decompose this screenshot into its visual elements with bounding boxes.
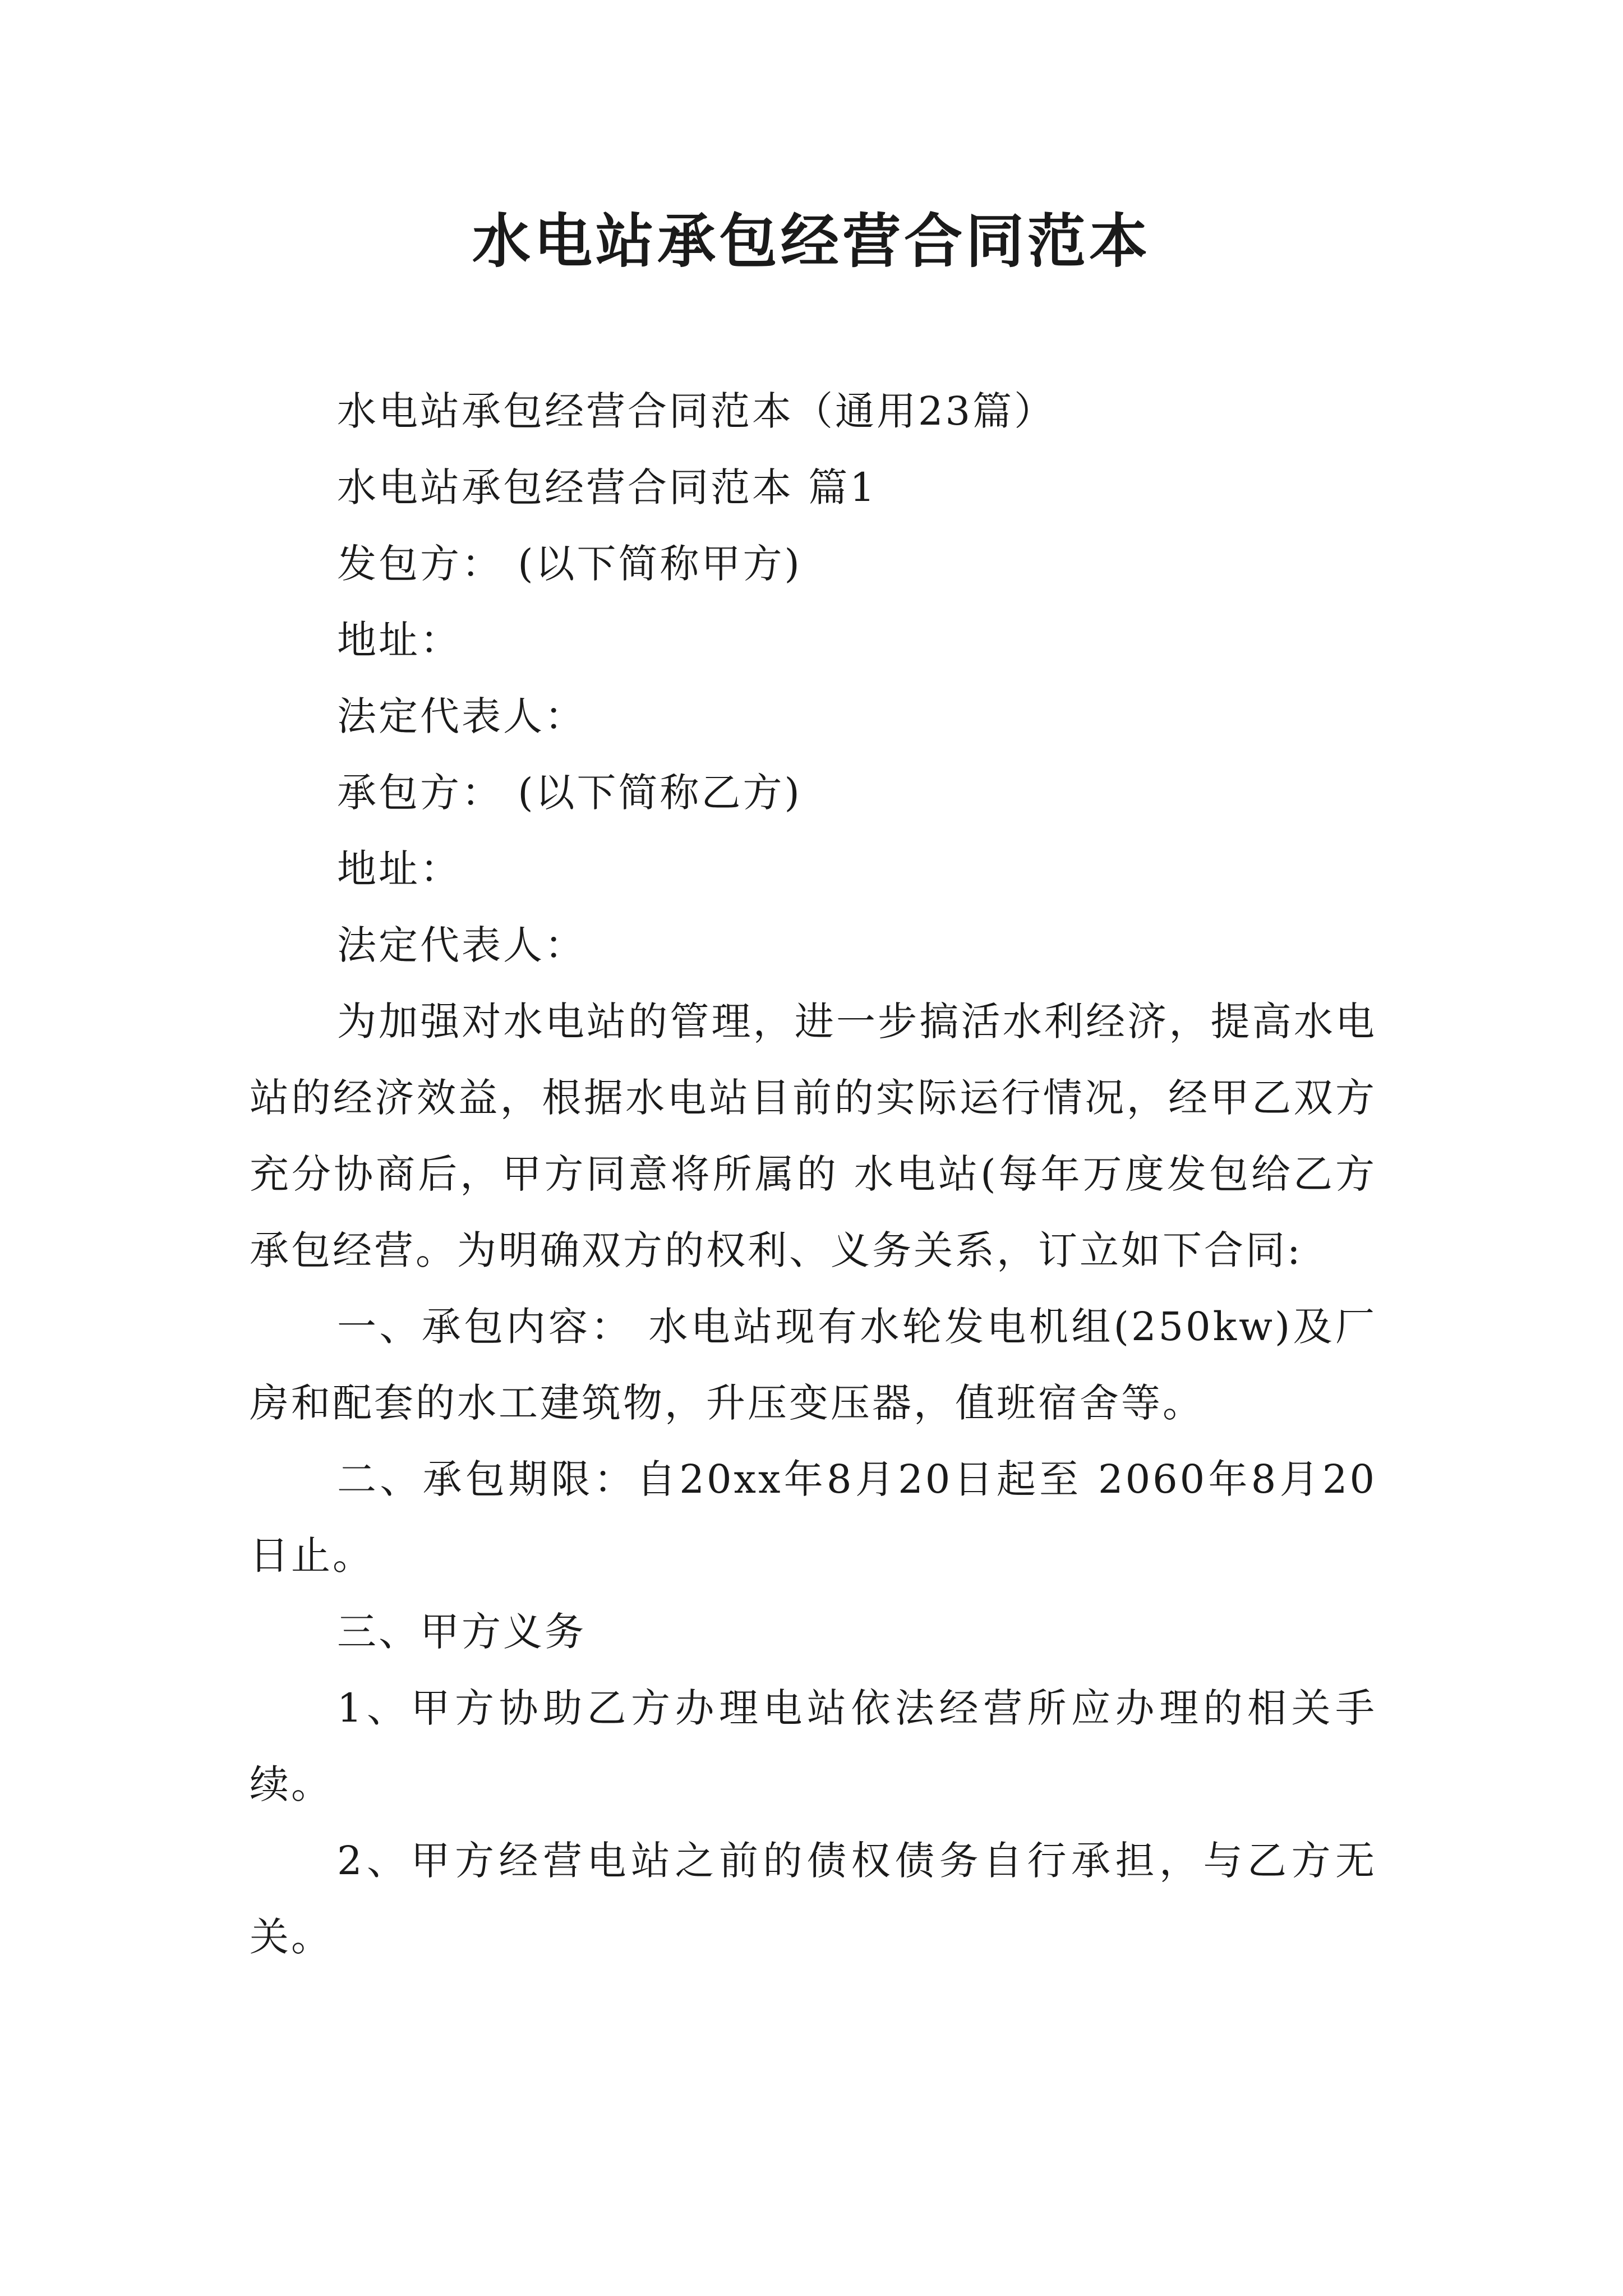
clause-contract-term: 二、承包期限：自20xx年8月20日起至 2060年8月20日止。	[250, 1456, 1377, 1579]
party-a-representative: 法定代表人：	[337, 693, 586, 739]
party-b-representative: 法定代表人：	[337, 922, 586, 968]
party-a-address: 地址：	[337, 617, 462, 663]
document-body	[250, 373, 1377, 1975]
document-title: 水电站承包经营合同范本	[472, 207, 1151, 275]
preamble-paragraph: 为加强对水电站的管理，进一步搞活水利经济，提高水电站的经济效益，根据水电站目前的实际运行情况，经甲乙双方充分协商后，甲方同意将所属的 水电站(每年万度发包给乙方承包经营。为明确双方的权利、义务关系，订立如下合同:	[250, 999, 1377, 1273]
subtitle-line: 水电站承包经营合同范本（通用23篇）	[337, 388, 1056, 434]
clause-item-2: 2、甲方经营电站之前的债权债务自行承担，与乙方无关。	[250, 1838, 1377, 1960]
section-heading: 水电站承包经营合同范本 篇1	[337, 464, 877, 510]
party-b-line: 承包方： (以下简称乙方)	[337, 770, 802, 816]
party-a-line: 发包方： (以下简称甲方)	[337, 541, 802, 587]
clause-contract-content: 一、承包内容： 水电站现有水轮发电机组(250kw)及厂房和配套的水工建筑物，升压变压器，值班宿舍等。	[250, 1304, 1377, 1426]
clause-party-a-obligations: 三、甲方义务	[337, 1609, 586, 1655]
clause-item-1: 1、甲方协助乙方办理电站依法经营所应办理的相关手续。	[250, 1685, 1377, 1807]
party-b-address: 地址：	[337, 846, 462, 892]
